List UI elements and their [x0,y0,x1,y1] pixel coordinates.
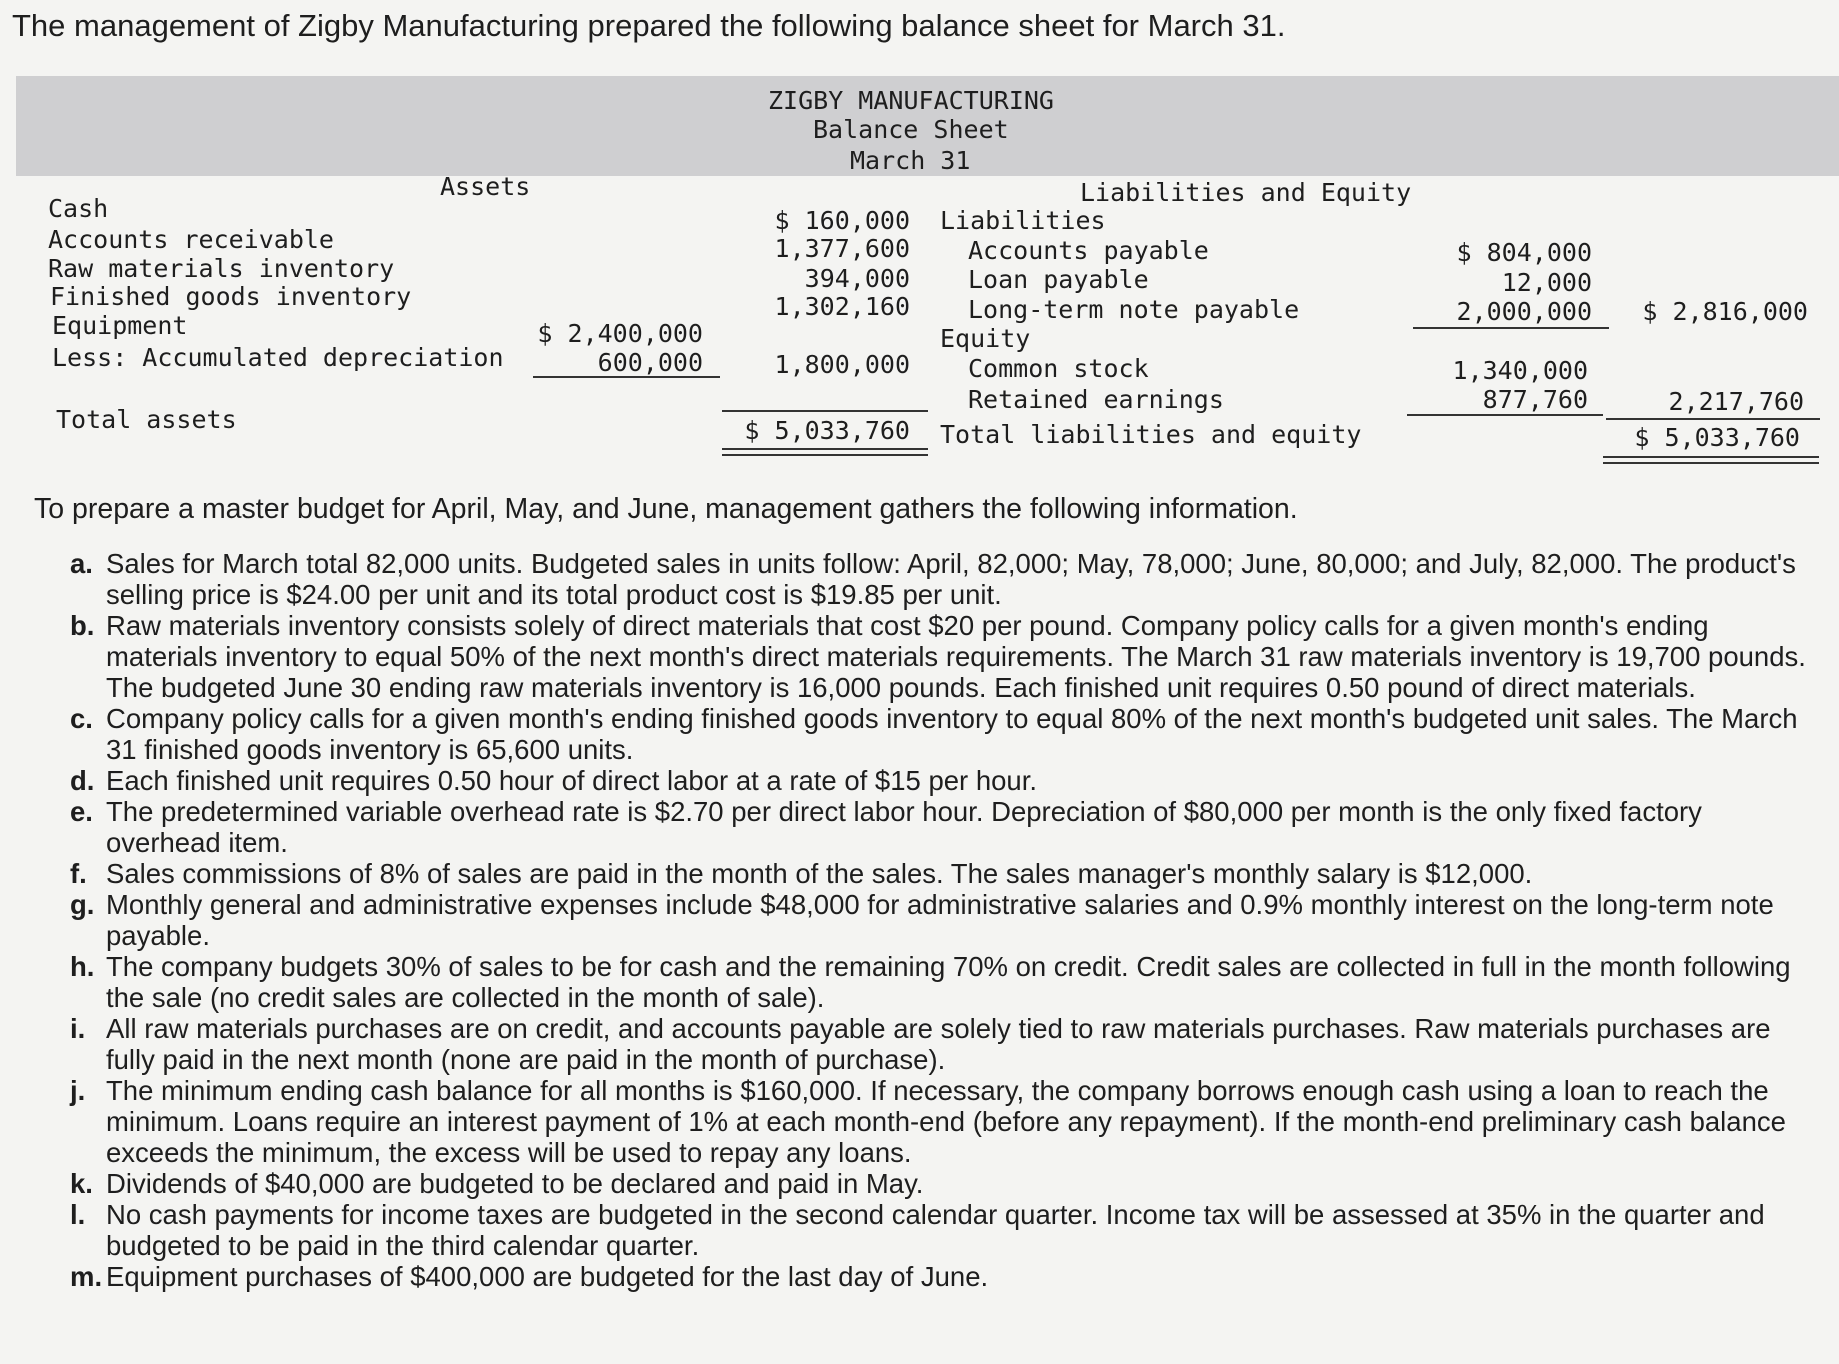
company-name: ZIGBY MANUFACTURING [768,86,1054,115]
item-label: d. [70,765,95,796]
statement-date: March 31 [850,146,971,175]
accum-dep-label: Less: Accumulated depreciation [52,343,504,372]
total-equity-value: 2,217,760 [1668,387,1804,416]
note-value: 2,000,000 [1456,297,1592,326]
assets-subtotal-line [722,410,928,412]
total-assets-double-line [722,448,928,456]
note-label: Long-term note payable [968,295,1300,324]
loan-label: Loan payable [968,265,1149,294]
item-text: The predetermined variable overhead rate is $2.70 per direct labor hour. Depreciation of $80,000 per month is the only fixed factory overhead item. [106,796,1702,858]
list-item [70,610,1820,703]
item-label: l. [70,1199,86,1230]
list-item [70,951,1820,1013]
item-text: Sales for March total 82,000 units. Budgeted sales in units follow: April, 82,000; May, 78,000; June, 80,000; and July, 82,000. The product's selling price is $24.00 per unit and its total product cost is $19.85 per unit. [106,548,1796,610]
list-item [70,1199,1820,1261]
item-label: k. [70,1168,93,1199]
ap-label: Accounts payable [968,236,1209,265]
equipment-underline [533,376,720,378]
equity-underline [1407,414,1603,416]
cash-value: $ 160,000 [774,206,910,235]
item-text: Raw materials inventory consists solely of direct materials that cost $20 per pound. Company policy calls for a given month's ending materials inventory to equal 50% of the next month's direct materials requirements. The March 31 raw materials inventory is 19,700 pounds. The budgeted June 30 ending raw materials inventory is 16,000 pounds. Each finished unit requires 0.50 pound of direct materials. [106,610,1806,703]
assets-heading: Assets [440,172,531,201]
finished-goods-label: Finished goods inventory [50,282,412,311]
item-label: h. [70,951,95,982]
item-text: The minimum ending cash balance for all months is $160,000. If necessary, the company borrows enough cash using a loan to reach the minimum. Loans require an interest payment of 1% at each month-end (before any repayment). If the month-end preliminary cash balance exceeds the minimum, the excess will be used to repay any loans. [106,1075,1786,1168]
ar-value: 1,377,600 [774,234,910,263]
item-label: f. [70,858,87,889]
equity-total-underline [1606,418,1820,420]
finished-goods-value: 1,302,160 [774,292,910,321]
list-item [70,1075,1820,1168]
statement-title: Balance Sheet [813,115,1009,144]
total-liabilities-value: $ 2,816,000 [1642,297,1808,326]
information-list [70,548,1820,1292]
re-value: 877,760 [1482,385,1588,414]
item-label: e. [70,796,93,827]
list-item [70,1168,1820,1199]
item-text: All raw materials purchases are on credit, and accounts payable are solely tied to raw materials purchases. Raw materials purchases are fully paid in the next month (none are paid in the month of purchase). [106,1013,1771,1075]
accum-dep-value: 600,000 [597,348,703,377]
item-label: g. [70,889,95,920]
item-label: j. [70,1075,86,1106]
item-label: b. [70,610,95,641]
common-stock-label: Common stock [968,354,1149,383]
list-item [70,703,1820,765]
liabilities-underline [1413,327,1609,329]
intro-text: The management of Zigby Manufacturing prepared the following balance sheet for March 31. [12,8,1286,43]
total-le-double-line [1603,456,1819,464]
master-budget-lead: To prepare a master budget for April, May, and June, management gathers the following information. [34,493,1298,525]
liabilities-equity-heading: Liabilities and Equity [1080,178,1412,207]
list-item [70,765,1820,796]
item-label: c. [70,703,93,734]
item-text: No cash payments for income taxes are budgeted in the second calendar quarter. Income tax will be assessed at 35% in the quarter and budgeted to be paid in the third calendar quarter. [106,1199,1765,1261]
item-label: i. [70,1013,86,1044]
equipment-label: Equipment [52,311,188,340]
item-text: Sales commissions of 8% of sales are paid in the month of the sales. The sales manager's monthly salary is $12,000. [106,858,1533,889]
item-text: Monthly general and administrative expenses include $48,000 for administrative salaries and 0.9% monthly interest on the long-term note payable. [106,889,1774,951]
liabilities-heading: Liabilities [940,206,1106,235]
raw-materials-label: Raw materials inventory [48,254,395,283]
total-assets-value: $ 5,033,760 [744,416,910,445]
equipment-value: $ 2,400,000 [537,319,703,348]
ap-value: $ 804,000 [1456,238,1592,267]
list-item [70,548,1820,610]
loan-value: 12,000 [1501,268,1592,297]
cash-label: Cash [48,194,109,223]
item-text: Dividends of $40,000 are budgeted to be declared and paid in May. [106,1168,924,1199]
list-item [70,858,1820,889]
equity-heading: Equity [940,324,1031,353]
total-le-value: $ 5,033,760 [1634,423,1800,452]
list-item [70,889,1820,951]
total-assets-label: Total assets [56,405,237,434]
item-text: Company policy calls for a given month's ending finished goods inventory to equal 80% of the next month's budgeted unit sales. The March 31 finished goods inventory is 65,600 units. [106,703,1798,765]
list-item [70,796,1820,858]
net-equipment-value: 1,800,000 [774,350,910,379]
cs-value: 1,340,000 [1452,356,1588,385]
raw-materials-value: 394,000 [804,264,910,293]
list-item [70,1261,1820,1292]
item-label: a. [70,548,93,579]
list-item [70,1013,1820,1075]
item-label: m. [70,1261,103,1292]
ar-label: Accounts receivable [48,225,334,254]
item-text: The company budgets 30% of sales to be for cash and the remaining 70% on credit. Credit sales are collected in full in the month following the sale (no credit sales are collected in the month of sale). [106,951,1791,1013]
total-le-label: Total liabilities and equity [940,420,1362,449]
retained-earnings-label: Retained earnings [968,385,1224,414]
item-text: Equipment purchases of $400,000 are budgeted for the last day of June. [106,1261,989,1292]
item-text: Each finished unit requires 0.50 hour of direct labor at a rate of $15 per hour. [106,765,1037,796]
